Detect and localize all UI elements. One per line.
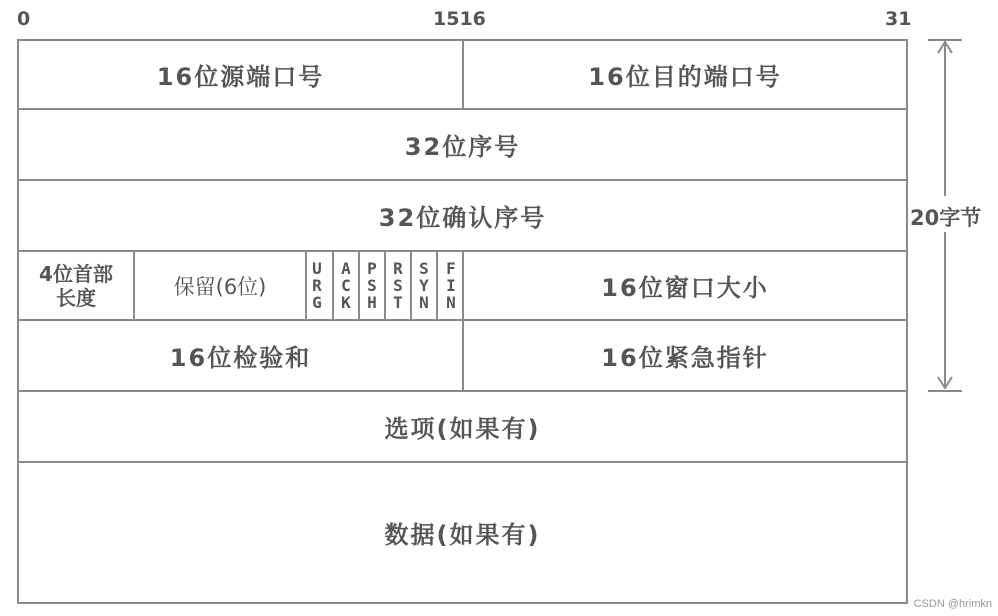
header-length-label-line2: 长度 (56, 285, 96, 310)
arrow-down-icon (936, 375, 954, 389)
flag-ack-letter: C (341, 276, 351, 295)
arrow-up-icon (936, 41, 954, 55)
sequence-number-label: 32位序号 (404, 133, 521, 161)
reserved-label: 保留(6位) (173, 274, 267, 299)
bit-label-0: 0 (17, 8, 31, 30)
checksum-label: 16位检验和 (169, 344, 312, 372)
options-label: 选项(如果有) (384, 415, 541, 443)
flag-rst (384, 250, 410, 321)
checksum-field (17, 319, 464, 392)
flag-syn-letter: Y (419, 276, 429, 295)
ack-number-field (17, 179, 908, 252)
flag-psh (358, 250, 384, 321)
source-port-label: 16位源端口号 (156, 63, 325, 91)
flag-urg (305, 250, 327, 321)
data-field (17, 461, 908, 604)
sequence-number-field (17, 108, 908, 181)
bit-label-15-16: 1516 (433, 8, 486, 30)
flag-ack-letter: A (341, 259, 351, 278)
flag-urg-letter: R (312, 276, 322, 295)
bit-label-31: 31 (885, 8, 912, 30)
destination-port-label: 16位目的端口号 (588, 63, 782, 91)
bracket-vertical-line-top (944, 41, 946, 196)
flag-syn (410, 250, 436, 321)
flag-urg-letter: U (312, 259, 322, 278)
watermark: CSDN @hrimkn (913, 598, 992, 610)
options-field (17, 390, 908, 463)
header-length-label-line1: 4位首部 (39, 261, 113, 286)
flag-psh-letter: P (367, 259, 377, 278)
flag-fin-letter: I (446, 276, 456, 295)
urgent-pointer-field (462, 319, 908, 392)
window-size-field (462, 250, 908, 321)
flag-fin-letter: F (446, 259, 456, 278)
urgent-pointer-label: 16位紧急指针 (601, 344, 769, 372)
flag-syn-letter: N (419, 293, 429, 312)
window-size-label: 16位窗口大小 (601, 274, 769, 302)
data-label: 数据(如果有) (384, 521, 541, 549)
source-port-field (17, 39, 464, 110)
header-size-label: 20字节 (910, 206, 982, 230)
flag-rst-letter: T (393, 293, 403, 312)
ack-number-label: 32位确认序号 (378, 204, 547, 232)
flag-rst-letter: R (393, 259, 403, 278)
flag-fin (436, 250, 464, 321)
flag-psh-letter: S (367, 276, 377, 295)
bracket-bottom-tick (928, 390, 962, 392)
bracket-vertical-line-bottom (944, 232, 946, 388)
flag-rst-letter: S (393, 276, 403, 295)
flag-ack-letter: K (341, 293, 351, 312)
flag-ack (332, 250, 358, 321)
flag-syn-letter: S (419, 259, 429, 278)
reserved-field (133, 250, 307, 321)
destination-port-field (462, 39, 908, 110)
header-length-field (17, 250, 135, 321)
flag-urg-letter: G (312, 293, 322, 312)
flag-psh-letter: H (367, 293, 377, 312)
flag-fin-letter: N (446, 293, 456, 312)
